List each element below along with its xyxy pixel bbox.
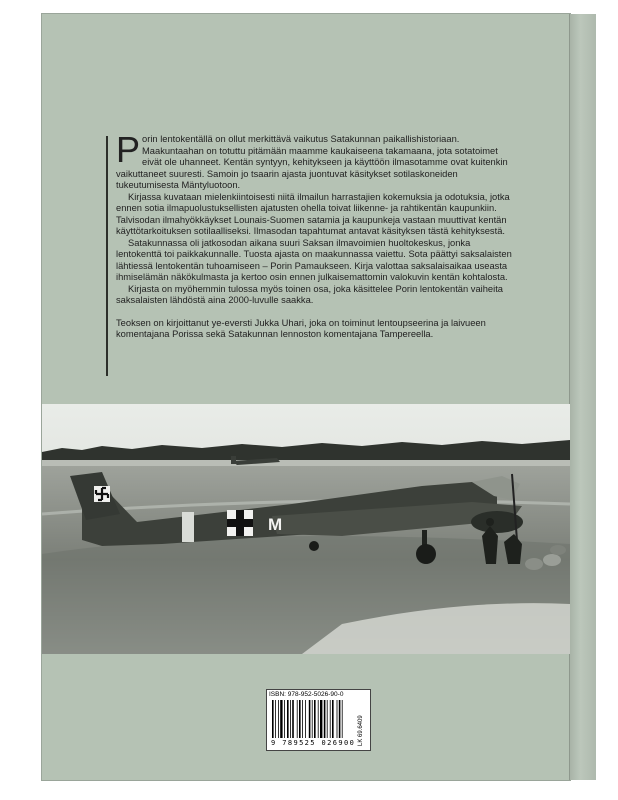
aircraft-code-text: M: [268, 515, 283, 534]
aircraft-photo: [42, 404, 570, 654]
blurb-paragraph: Satakunnassa oli jatkosodan aikana suuri Saksan ilmavoimien huoltokeskus, jonka lentokenttä toi paikkakunnalle. Tuosta ajasta on maakunnassa vaiettu. Sota päättyi saksalaisten lähtiessä lentokentän tuhoamiseen – Porin Pamaukseen. Kirja valottaa saksalaisaikaa useasta ihmiselämän näkökulmasta ja kertoo osin ennen julkaisemattomin valokuvin kentän kohtalosta.: [116, 237, 512, 282]
barcode-label: [266, 689, 371, 751]
isbn-text: ISBN: 978-952-5026-90-0: [269, 691, 344, 698]
barcode-number: 9 789525 026900: [271, 739, 356, 747]
lk-code: LK 69.6409: [358, 715, 364, 746]
vertical-rule: [106, 136, 108, 376]
author-paragraph: Teoksen on kirjoittanut ye-eversti Jukka Uhari, joka on toiminut lentoupseerina ja laivueen komentajana Porissa sekä Satakunnan lennoston komentajana Tampereella.: [116, 317, 486, 339]
blurb-text: [116, 129, 512, 341]
blurb-paragraph: Porin lentokentällä on ollut merkittävä vaikutus Satakunnan paikallishistoriaan. Maakuntaahan on totuttu pitämään maamme kaukaiseena takamaana, jota sotatoimet eivät ole uhanneet. Kentän syntyyn, kehitykseen ja käyttöön ilmasotamme ovat kuitenkin vaikuttaneet suuresti. Samoin jo tsaarin ajasta juontuvat käsitykset sotilaskoneiden tukeutumisesta Mäntyluotoon.: [116, 129, 508, 190]
book-spine: [570, 14, 596, 780]
blurb-paragraph: Kirjassa kuvataan mielenkiintoisesti niitä ilmailun harrastajien kokemuksia ja odotuksia, jotka ennen sotia ilmapuolustuksellisten ajatusten ohella toivat liikenne- ja rahtikentän kaupunkiin. Talvisodan ilmahyökkäykset Lounais-Suomen satamia ja kaupunkeja vastaan muuttivat kentän käyttötarkoituksen sotilaalliseksi. Ilmasodan tapahtumat antavat käsityksen tästä kehityksestä.: [116, 191, 510, 236]
barcode-bars: [272, 700, 354, 738]
blurb-paragraph: Kirjasta on myöhemmin tulossa myös toinen osa, joka käsittelee Porin lentokentän vaiheita saksalaisten lähdöstä aina 2000-luvulle saakka.: [116, 283, 503, 305]
